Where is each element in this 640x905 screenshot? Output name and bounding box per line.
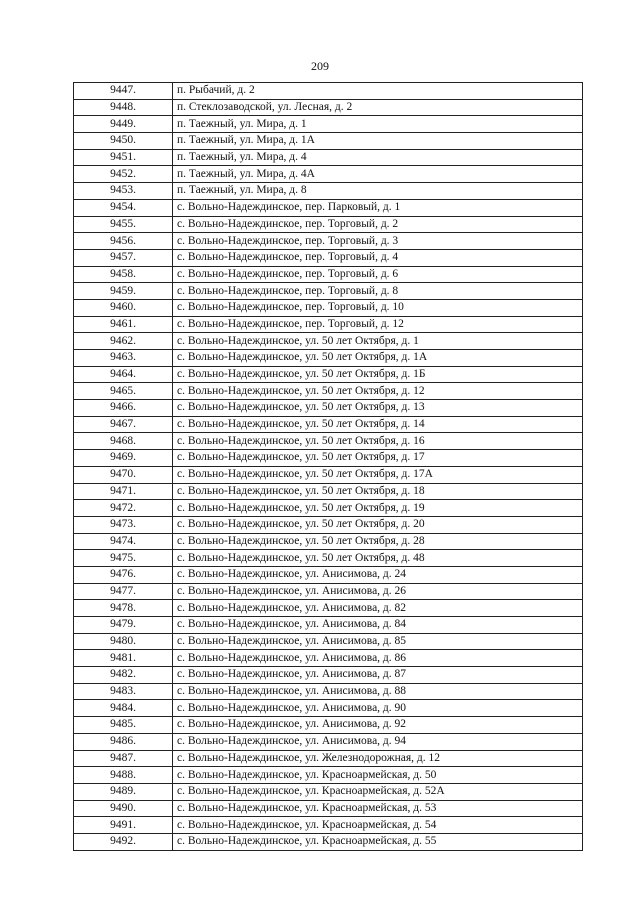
row-number: 9488. xyxy=(74,767,173,784)
row-number: 9485. xyxy=(74,717,173,734)
row-number: 9453. xyxy=(74,183,173,200)
row-address: п. Таежный, ул. Мира, д. 8 xyxy=(173,183,583,200)
row-number: 9487. xyxy=(74,750,173,767)
table-row xyxy=(74,767,583,784)
row-address: с. Вольно-Надеждинское, пер. Торговый, д. 6 xyxy=(173,266,583,283)
row-number: 9477. xyxy=(74,583,173,600)
row-address: с. Вольно-Надеждинское, ул. Анисимова, д. 94 xyxy=(173,733,583,750)
table-row xyxy=(74,183,583,200)
table-row xyxy=(74,733,583,750)
table-row xyxy=(74,149,583,166)
row-number: 9455. xyxy=(74,216,173,233)
table-row xyxy=(74,833,583,850)
table-row xyxy=(74,433,583,450)
row-address: п. Рыбачий, д. 2 xyxy=(173,83,583,100)
table-row xyxy=(74,817,583,834)
row-address: с. Вольно-Надеждинское, ул. Анисимова, д. 86 xyxy=(173,650,583,667)
table-row xyxy=(74,650,583,667)
address-table-body xyxy=(74,83,583,851)
row-address: с. Вольно-Надеждинское, ул. Анисимова, д. 85 xyxy=(173,633,583,650)
address-table xyxy=(73,82,583,851)
table-row xyxy=(74,366,583,383)
table-row xyxy=(74,617,583,634)
row-address: с. Вольно-Надеждинское, пер. Парковый, д. 1 xyxy=(173,199,583,216)
row-number: 9470. xyxy=(74,466,173,483)
row-address: с. Вольно-Надеждинское, ул. Анисимова, д. 88 xyxy=(173,683,583,700)
row-number: 9452. xyxy=(74,166,173,183)
row-number: 9449. xyxy=(74,116,173,133)
row-number: 9484. xyxy=(74,700,173,717)
row-address: с. Вольно-Надеждинское, ул. Анисимова, д. 92 xyxy=(173,717,583,734)
row-address: с. Вольно-Надеждинское, ул. Анисимова, д. 84 xyxy=(173,617,583,634)
row-address: с. Вольно-Надеждинское, ул. 50 лет Октября, д. 16 xyxy=(173,433,583,450)
row-number: 9466. xyxy=(74,400,173,417)
row-number: 9476. xyxy=(74,566,173,583)
row-number: 9480. xyxy=(74,633,173,650)
row-number: 9462. xyxy=(74,333,173,350)
page-number: 209 xyxy=(311,59,329,73)
table-row xyxy=(74,400,583,417)
row-number: 9464. xyxy=(74,366,173,383)
row-address: с. Вольно-Надеждинское, ул. 50 лет Октября, д. 14 xyxy=(173,416,583,433)
row-address: с. Вольно-Надеждинское, пер. Торговый, д. 10 xyxy=(173,299,583,316)
row-address: с. Вольно-Надеждинское, ул. Анисимова, д. 87 xyxy=(173,667,583,684)
row-number: 9469. xyxy=(74,450,173,467)
row-number: 9463. xyxy=(74,350,173,367)
row-address: с. Вольно-Надеждинское, ул. 50 лет Октября, д. 19 xyxy=(173,500,583,517)
row-address: с. Вольно-Надеждинское, ул. Анисимова, д. 82 xyxy=(173,600,583,617)
row-number: 9456. xyxy=(74,233,173,250)
table-row xyxy=(74,566,583,583)
table-row xyxy=(74,667,583,684)
table-row xyxy=(74,533,583,550)
row-number: 9492. xyxy=(74,833,173,850)
table-row xyxy=(74,216,583,233)
row-address: с. Вольно-Надеждинское, ул. 50 лет Октября, д. 1Б xyxy=(173,366,583,383)
row-address: п. Таежный, ул. Мира, д. 1А xyxy=(173,133,583,150)
row-address: с. Вольно-Надеждинское, ул. 50 лет Октября, д. 17 xyxy=(173,450,583,467)
row-number: 9447. xyxy=(74,83,173,100)
row-number: 9486. xyxy=(74,733,173,750)
row-number: 9459. xyxy=(74,283,173,300)
row-address: п. Таежный, ул. Мира, д. 1 xyxy=(173,116,583,133)
row-number: 9489. xyxy=(74,783,173,800)
row-address: с. Вольно-Надеждинское, ул. Красноармейская, д. 55 xyxy=(173,833,583,850)
row-number: 9458. xyxy=(74,266,173,283)
row-address: п. Стеклозаводской, ул. Лесная, д. 2 xyxy=(173,99,583,116)
table-row xyxy=(74,299,583,316)
table-row xyxy=(74,750,583,767)
row-number: 9481. xyxy=(74,650,173,667)
table-row xyxy=(74,717,583,734)
table-row xyxy=(74,233,583,250)
table-row xyxy=(74,116,583,133)
row-address: с. Вольно-Надеждинское, ул. 50 лет Октября, д. 17А xyxy=(173,466,583,483)
row-address: с. Вольно-Надеждинское, ул. Красноармейская, д. 52А xyxy=(173,783,583,800)
row-number: 9475. xyxy=(74,550,173,567)
row-number: 9483. xyxy=(74,683,173,700)
table-row xyxy=(74,583,583,600)
row-address: с. Вольно-Надеждинское, ул. 50 лет Октября, д. 28 xyxy=(173,533,583,550)
table-row xyxy=(74,483,583,500)
table-row xyxy=(74,466,583,483)
row-number: 9448. xyxy=(74,99,173,116)
row-address: с. Вольно-Надеждинское, ул. 50 лет Октября, д. 18 xyxy=(173,483,583,500)
table-row xyxy=(74,249,583,266)
table-row xyxy=(74,99,583,116)
row-number: 9471. xyxy=(74,483,173,500)
table-row xyxy=(74,516,583,533)
row-address: с. Вольно-Надеждинское, ул. Анисимова, д. 24 xyxy=(173,566,583,583)
row-number: 9474. xyxy=(74,533,173,550)
row-address: п. Таежный, ул. Мира, д. 4 xyxy=(173,149,583,166)
row-number: 9468. xyxy=(74,433,173,450)
row-address: с. Вольно-Надеждинское, пер. Торговый, д. 4 xyxy=(173,249,583,266)
row-number: 9450. xyxy=(74,133,173,150)
row-address: с. Вольно-Надеждинское, пер. Торговый, д. 12 xyxy=(173,316,583,333)
row-number: 9490. xyxy=(74,800,173,817)
table-row xyxy=(74,683,583,700)
table-row xyxy=(74,550,583,567)
row-address: с. Вольно-Надеждинское, ул. Красноармейская, д. 50 xyxy=(173,767,583,784)
row-number: 9465. xyxy=(74,383,173,400)
row-number: 9478. xyxy=(74,600,173,617)
row-address: с. Вольно-Надеждинское, ул. 50 лет Октября, д. 12 xyxy=(173,383,583,400)
table-row xyxy=(74,633,583,650)
table-row xyxy=(74,700,583,717)
table-row xyxy=(74,283,583,300)
row-number: 9460. xyxy=(74,299,173,316)
row-number: 9491. xyxy=(74,817,173,834)
row-address: с. Вольно-Надеждинское, ул. 50 лет Октября, д. 1 xyxy=(173,333,583,350)
row-number: 9482. xyxy=(74,667,173,684)
table-row xyxy=(74,333,583,350)
table-row xyxy=(74,600,583,617)
row-number: 9454. xyxy=(74,199,173,216)
row-address: с. Вольно-Надеждинское, ул. 50 лет Октября, д. 20 xyxy=(173,516,583,533)
row-number: 9467. xyxy=(74,416,173,433)
row-number: 9479. xyxy=(74,617,173,634)
row-address: с. Вольно-Надеждинское, пер. Торговый, д. 8 xyxy=(173,283,583,300)
table-row xyxy=(74,133,583,150)
table-row xyxy=(74,166,583,183)
table-row xyxy=(74,266,583,283)
row-address: с. Вольно-Надеждинское, ул. 50 лет Октября, д. 13 xyxy=(173,400,583,417)
row-address: с. Вольно-Надеждинское, ул. Железнодорожная, д. 12 xyxy=(173,750,583,767)
row-address: п. Таежный, ул. Мира, д. 4А xyxy=(173,166,583,183)
row-address: с. Вольно-Надеждинское, пер. Торговый, д. 3 xyxy=(173,233,583,250)
row-address: с. Вольно-Надеждинское, ул. Анисимова, д. 26 xyxy=(173,583,583,600)
row-address: с. Вольно-Надеждинское, ул. 50 лет Октября, д. 48 xyxy=(173,550,583,567)
row-address: с. Вольно-Надеждинское, ул. Красноармейская, д. 54 xyxy=(173,817,583,834)
row-number: 9451. xyxy=(74,149,173,166)
table-row xyxy=(74,383,583,400)
table-row xyxy=(74,450,583,467)
table-row xyxy=(74,416,583,433)
row-number: 9457. xyxy=(74,249,173,266)
table-row xyxy=(74,199,583,216)
row-address: с. Вольно-Надеждинское, ул. 50 лет Октября, д. 1А xyxy=(173,350,583,367)
table-row xyxy=(74,783,583,800)
row-number: 9473. xyxy=(74,516,173,533)
row-number: 9461. xyxy=(74,316,173,333)
row-address: с. Вольно-Надеждинское, ул. Анисимова, д. 90 xyxy=(173,700,583,717)
row-address: с. Вольно-Надеждинское, пер. Торговый, д. 2 xyxy=(173,216,583,233)
table-row xyxy=(74,500,583,517)
table-row xyxy=(74,350,583,367)
row-address: с. Вольно-Надеждинское, ул. Красноармейская, д. 53 xyxy=(173,800,583,817)
row-number: 9472. xyxy=(74,500,173,517)
table-row xyxy=(74,83,583,100)
table-row xyxy=(74,316,583,333)
table-row xyxy=(74,800,583,817)
